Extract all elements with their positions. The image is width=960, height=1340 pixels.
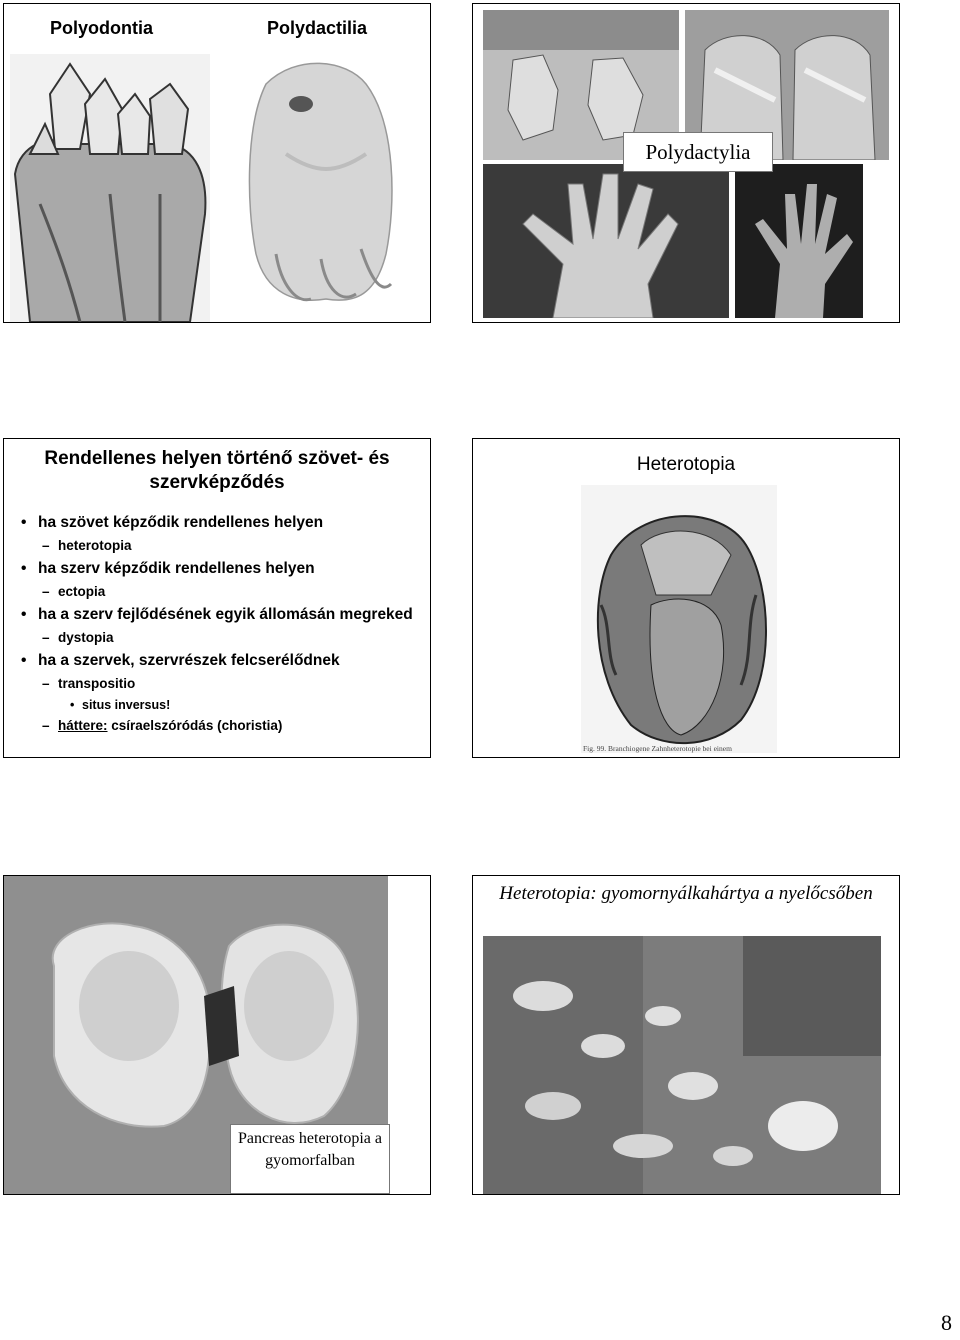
histology-micrograph (483, 936, 881, 1194)
pancreas-caption: Pancreas heterotopia a gyomorfalban (230, 1124, 390, 1194)
polydactilia-specimen-photo (226, 54, 426, 322)
page-number: 8 (941, 1310, 952, 1335)
slide-gyomornyalkahartya (472, 875, 900, 1195)
slide-heading: Heterotopia: gyomornyálkahártya a nyelőcsőben (499, 883, 873, 904)
slide-polyodontia-polydactilia (3, 3, 431, 323)
slide-heading: Rendellenes helyen történő szövet- és szervképződés (44, 448, 390, 493)
slide-polydactylia (472, 3, 900, 323)
hand-xray (735, 164, 863, 318)
list-item: • situs inversus! (18, 696, 423, 714)
list-item: – heterotopia (18, 534, 423, 558)
slide-pancreas-heterotopia (3, 875, 431, 1195)
title-polyodontia: Polyodontia (50, 18, 153, 38)
list-item-text: csíraelszóródás (choristia) (107, 718, 283, 733)
heterotopia-engraving (581, 485, 777, 753)
slide-rendellenes-helyen (3, 438, 431, 758)
slide-heterotopia (472, 438, 900, 758)
polyodontia-drawing (10, 54, 210, 322)
underlined-label: háttere: (58, 718, 108, 733)
list-item: • ha a szerv fejlődésének egyik állomásán megreked (18, 604, 423, 626)
list-item: – transpositio (18, 672, 423, 696)
slide-heading: Heterotopia (636, 454, 736, 475)
polydactylia-caption: Polydactylia (623, 132, 773, 172)
title-polydactilia: Polydactilia (267, 18, 368, 38)
bullet-list (18, 512, 423, 738)
list-item: • ha szerv képződik rendellenes helyen (18, 558, 423, 580)
list-item: • ha szövet képződik rendellenes helyen (18, 512, 423, 534)
figure-caption: Fig. 99. Branchiogene Zahnheterotopie bei einem (583, 744, 732, 753)
list-item: – dystopia (18, 626, 423, 650)
list-item: • ha a szervek, szervrészek felcserélődnek (18, 650, 423, 672)
list-item: – ectopia (18, 580, 423, 604)
list-item (18, 714, 423, 738)
hand-photo (483, 164, 729, 318)
